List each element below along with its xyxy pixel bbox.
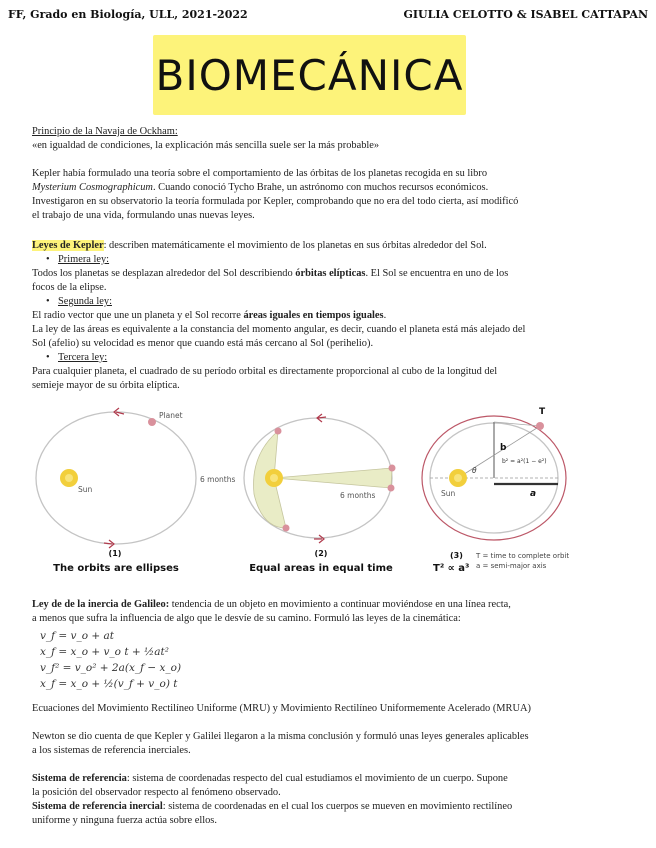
f1-number: (1) [108, 549, 122, 558]
reference-text-a: : sistema de coordenadas respecto del cual estudiamos el movimiento de un cuerpo. Supone [126, 773, 508, 784]
first-law-d: focos de la elipse. [32, 282, 107, 293]
book-title: Mysterium Cosmographicum [32, 182, 153, 193]
galileo-text-a: tendencia de un objeto en movimiento a continuar moviéndose en una línea recta, [169, 599, 511, 610]
f3-T-label: T [539, 407, 546, 417]
f1-caption: The orbits are ellipses [53, 563, 179, 574]
header-course: FF, Grado en Biología, ULL, 2021-2022 [8, 8, 248, 21]
figure-3-third-law [422, 407, 569, 574]
ockham-quote: «en igualdad de condiciones, la explicación más sencilla suele ser la más probable» [32, 140, 380, 151]
laws-label: Leyes de Kepler [32, 240, 104, 251]
f3-law: T² ∝ a³ [433, 563, 470, 574]
first-law-a: Todos los planetas se desplazan alrededor del Sol describiendo [32, 268, 296, 279]
galileo-text-b: a menos que sufra la influencia de algo que le desvíe de su camino. Formuló las leyes de la cinemática: [32, 613, 461, 624]
inertial-reference-label: Sistema de referencia inercial [32, 801, 163, 812]
planet-icon [536, 422, 544, 430]
f3-a-label: a [530, 489, 537, 499]
third-law-a: Para cualquier planeta, el cuadrado de su período orbital es directamente proporcional al cubo de la longitud del [32, 366, 498, 377]
page-title: BIOMECÁNICA [155, 50, 464, 100]
header-authors: GIULIA CELOTTO & ISABEL CATTAPAN [403, 8, 648, 21]
f1-planet-label: Planet [159, 411, 183, 420]
first-law-text [32, 267, 628, 295]
kepler-intro-line3: Investigaron en su observatorio la teoría formulada por Kepler, comprobando que no era del todo cierta, así modificó [32, 196, 519, 207]
equations-caption: Ecuaciones del Movimiento Rectilíneo Uniforme (MRU) y Movimiento Rectilíneo Uniformemente Acelerado (MRUA) [32, 703, 531, 714]
inertial-reference-text-a: : sistema de coordenadas en el cual los cuerpos se mueven en movimiento rectilíneo [162, 801, 513, 812]
f3-legend-a: a = semi-major axis [476, 562, 547, 570]
kepler-intro-line1: Kepler había formulado una teoría sobre el comportamiento de las órbitas de los planetas recogida en su libro [32, 168, 488, 179]
laws-intro [32, 239, 628, 253]
laws-intro-text: : describen matemáticamente el movimiento de los planetas en sus órbitas alrededor del Sol. [103, 240, 487, 251]
newton-line1: Newton se dio cuenta de que Kepler y Galilei llegaron a la misma conclusión y formuló unas leyes generales aplicables [32, 731, 529, 742]
kinematics-eq-2: x_f = x_o + v_o t + ½at² [40, 646, 169, 658]
kepler-laws-figure [28, 400, 628, 582]
galileo-section [32, 598, 628, 626]
f3-b-equation: b² = a²(1 − e²) [502, 458, 547, 465]
second-law-title: • Segunda ley: [58, 295, 112, 309]
f3-theta-label: θ [472, 466, 477, 475]
ockham-heading: Principio de la Navaja de Ockham: [32, 126, 178, 137]
ockham-section [32, 125, 628, 153]
f3-legend-T: T = time to complete orbit [476, 552, 570, 560]
f2-number: (2) [314, 549, 328, 558]
reference-text-b: la posición del observador respecto al fenómeno observado. [32, 787, 281, 798]
second-law-bold: áreas iguales en tiempos iguales [243, 310, 384, 321]
planet-icon [148, 418, 156, 426]
f1-sun-label: Sun [78, 485, 93, 494]
reference-label: Sistema de referencia [32, 773, 127, 784]
kepler-intro [32, 167, 628, 223]
figure-1-orbit-ellipse [36, 408, 196, 574]
f3-number: (3) [450, 551, 463, 560]
f2-months-left: 6 months [200, 475, 236, 484]
third-law-text [32, 365, 628, 393]
kepler-intro-line2: . Cuando conoció Tycho Brahe, un astrónomo con muchos recursos económicos. [152, 182, 489, 193]
kinematics-eq-1: v_f = v_o + at [40, 630, 114, 642]
first-law-title: • Primera ley: [58, 253, 109, 267]
f3-sun-label: Sun [441, 489, 456, 498]
f3-b-label: b [500, 443, 507, 453]
newton-line2: a los sistemas de referencia inerciales. [32, 745, 191, 756]
title-banner [153, 35, 466, 115]
newton-paragraph [32, 730, 628, 758]
figure-2-equal-areas [200, 414, 396, 574]
kepler-intro-line4: el trabajo de una vida, formulando unas nuevas leyes. [32, 210, 255, 221]
first-law-bold: órbitas elípticas [295, 268, 366, 279]
kinematics-eq-4: x_f = x_o + ½(v_f + v_o) t [40, 678, 178, 690]
third-law-b: semieje mayor de su órbita elíptica. [32, 380, 180, 391]
f2-caption: Equal areas in equal time [249, 563, 393, 574]
second-law-d: La ley de las áreas es equivalente a la constancia del momento angular, es decir, cuando el planeta está más alejado del [32, 324, 526, 335]
third-law-title: • Tercera ley: [58, 351, 107, 365]
kinematics-eq-3: v_f² = v_o² + 2a(x_f − x_o) [40, 662, 182, 674]
first-law-c: . El Sol se encuentra en uno de los [365, 268, 509, 279]
second-law-text [32, 309, 628, 351]
second-law-a: El radio vector que une un planeta y el Sol recorre [32, 310, 244, 321]
f2-months-right: 6 months [340, 491, 376, 500]
second-law-c: . [383, 310, 387, 321]
inertial-reference-text-b: uniforme y ninguna fuerza actúa sobre ellos. [32, 815, 217, 826]
reference-systems [32, 772, 628, 828]
second-law-e: Sol (afelio) su velocidad es menor que cuando está más cercano al Sol (perihelio). [32, 338, 374, 349]
galileo-label: Ley de de la inercia de Galileo: [32, 599, 170, 610]
